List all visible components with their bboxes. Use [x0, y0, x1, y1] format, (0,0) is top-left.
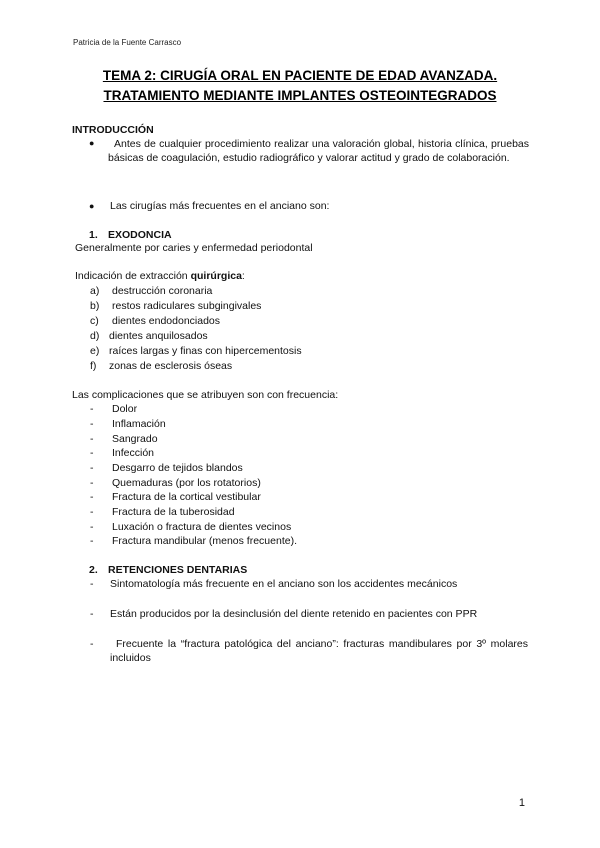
indication-text: dientes anquilosados: [109, 330, 208, 342]
complication-item: Dolor: [112, 403, 138, 415]
dash-icon: -: [90, 418, 94, 430]
indication-bold: quirúrgica: [190, 270, 242, 282]
complication-item: Infección: [112, 447, 155, 459]
dash-icon: -: [90, 535, 94, 547]
bullet-icon: ●: [89, 201, 95, 211]
indication-text: destrucción coronaria: [112, 285, 213, 297]
complication-item: Fractura de la cortical vestibular: [112, 491, 261, 503]
title-line-2: TRATAMIENTO MEDIANTE IMPLANTES OSTEOINTEGRADOS: [103, 88, 497, 103]
bullet-icon: ●: [89, 138, 95, 148]
indication-text: zonas de esclerosis óseas: [109, 360, 233, 372]
section-1-number: 1.: [89, 229, 98, 241]
dash-icon: -: [90, 521, 94, 533]
indication-label: e): [90, 345, 100, 357]
indication-text: raíces largas y finas con hipercementosis: [109, 345, 302, 357]
dash-icon: -: [90, 433, 94, 445]
dash-icon: -: [90, 506, 94, 518]
intro-bullet-1-text: Antes de cualquier procedimiento realizar una valoración global, historia clínica, pruebas básicas de coagulación, estudio radiográfico y valorar actitud y grado de colaboración.: [108, 138, 529, 164]
title-line-1: TEMA 2: CIRUGÍA ORAL EN PACIENTE DE EDAD AVANZADA.: [102, 68, 498, 83]
dash-icon: -: [90, 608, 94, 620]
complication-item: Inflamación: [112, 418, 166, 430]
complication-item: Fractura de la tuberosidad: [112, 506, 235, 518]
complications-intro: Las complicaciones que se atribuyen son con frecuencia:: [72, 389, 339, 401]
indication-prefix: Indicación de extracción: [75, 270, 191, 282]
retencion-item-1: Sintomatología más frecuente en el anciano son los accidentes mecánicos: [110, 578, 458, 590]
section-1-heading: EXODONCIA: [108, 229, 172, 241]
indication-suffix: :: [241, 270, 245, 282]
header-author: Patricia de la Fuente Carrasco: [73, 38, 182, 47]
indication-text: restos radiculares subgingivales: [112, 300, 262, 312]
indication-label: c): [90, 315, 99, 327]
retencion-item-3-text: Frecuente la “fractura patológica del anciano”: fracturas mandibulares por 3º molares incluidos: [110, 638, 528, 664]
exodoncia-cause: Generalmente por caries y enfermedad periodontal: [75, 242, 313, 254]
dash-icon: -: [90, 462, 94, 474]
indication-label: a): [90, 285, 100, 297]
page-number: 1: [518, 797, 525, 809]
dash-icon: -: [90, 491, 94, 503]
intro-bullet-2: Las cirugías más frecuentes en el anciano son:: [110, 200, 330, 212]
intro-heading: INTRODUCCIÓN: [72, 124, 154, 136]
complication-item: Quemaduras (por los rotatorios): [112, 477, 261, 489]
indication-label: d): [90, 330, 100, 342]
indication-text: dientes endodonciados: [112, 315, 221, 327]
retencion-item-2: Están producidos por la desinclusión del diente retenido en pacientes con PPR: [110, 608, 478, 620]
complication-item: Sangrado: [112, 433, 158, 445]
retencion-item-3: [110, 637, 528, 665]
dash-icon: -: [90, 638, 94, 650]
dash-icon: -: [90, 403, 94, 415]
indication-line: [75, 269, 245, 283]
indication-label: f): [90, 360, 97, 372]
complication-item: Fractura mandibular (menos frecuente).: [112, 535, 297, 547]
complication-item: Luxación o fractura de dientes vecinos: [112, 521, 292, 533]
intro-bullet-1: [108, 137, 529, 165]
dash-icon: -: [90, 578, 94, 590]
section-2-number: 2.: [89, 564, 98, 576]
section-2-heading: RETENCIONES DENTARIAS: [108, 564, 248, 576]
dash-icon: -: [90, 447, 94, 459]
complication-item: Desgarro de tejidos blandos: [112, 462, 243, 474]
indication-label: b): [90, 300, 100, 312]
dash-icon: -: [90, 477, 94, 489]
